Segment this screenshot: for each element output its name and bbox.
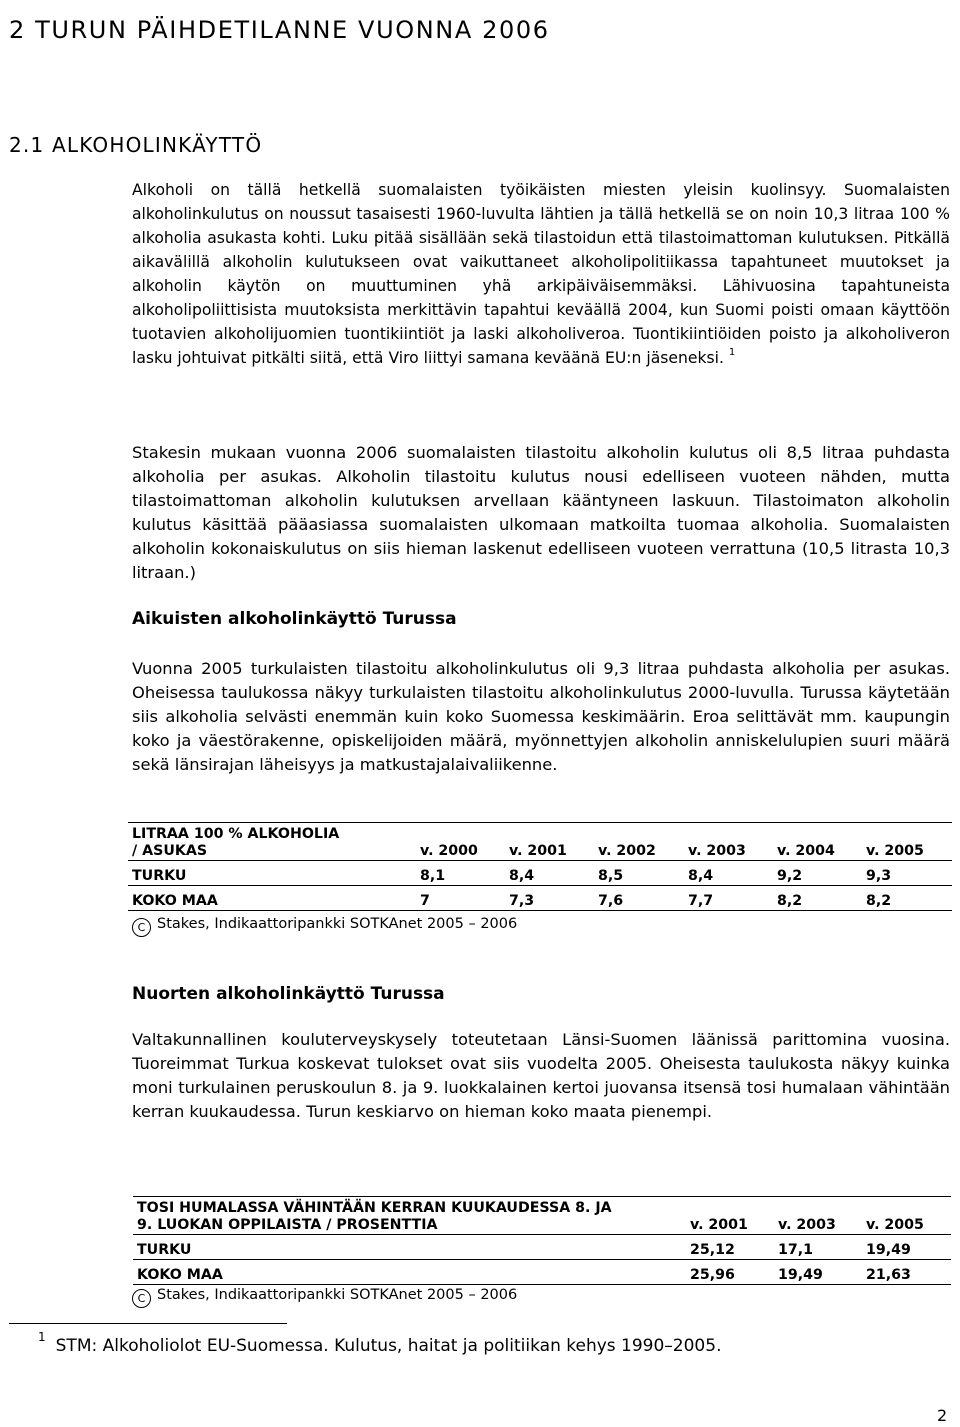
- footnote-number: 1: [38, 1330, 46, 1344]
- table2-source: [132, 1287, 517, 1308]
- intro-paragraph: [132, 178, 950, 373]
- youth-drinking-table: [133, 1196, 951, 1285]
- table-row: [133, 1260, 951, 1285]
- adult-consumption-table: [128, 822, 952, 911]
- chapter-heading: 2 TURUN PÄIHDETILANNE VUONNA 2006: [9, 16, 550, 44]
- year-cell: v. 2003: [774, 1197, 862, 1235]
- value-cell: 8,4: [684, 861, 773, 886]
- adults-paragraph: Vuonna 2005 turkulaisten tilastoitu alkoholinkulutus oli 9,3 litraa puhdasta alkoholia per asukas. Oheisessa taulukossa näkyy turkulaisten tilastoitu alkoholinkulutus 2000-luvulla. Turussa käytetään siis alkoholia selvästi enemmän kuin koko Suomessa keskimäärin. Eroa selittävät mm. kaupungin koko ja väestörakenne, opiskelijoiden määrä, myönnettyjen alkoholin anniskelulupien suuri määrä sekä länsirajan läheisyys ja matkustajalaivaliikenne.: [132, 659, 950, 774]
- value-cell: 19,49: [774, 1260, 862, 1285]
- youth-subheading: Nuorten alkoholinkäyttö Turussa: [132, 984, 445, 1004]
- year-cell: v. 2001: [686, 1197, 774, 1235]
- value-cell: 17,1: [774, 1235, 862, 1260]
- row-label: TURKU: [133, 1235, 686, 1260]
- year-cell: v. 2000: [416, 823, 505, 861]
- source-text: Stakes, Indikaattoripankki SOTKAnet 2005 – 2006: [157, 1287, 518, 1303]
- value-cell: 8,5: [594, 861, 684, 886]
- adults-subheading: Aikuisten alkoholinkäyttö Turussa: [132, 609, 457, 629]
- value-cell: 9,2: [773, 861, 862, 886]
- stakes-paragraph: Stakesin mukaan vuonna 2006 suomalaisten tilastoitu alkoholin kulutus oli 8,5 litraa puhdasta alkoholia per asukas. Alkoholin tilastoitu kulutus nousi edelliseen vuoteen nähden, mutta tilastoimattoman alkoholin kulutuksen arvellaan kääntyneen laskuun. Tilastoimaton alkoholin kulutus käsittää pääasiassa suomalaisten ulkomaan matkoilta tuomaa alkoholia. Suomalaisten alkoholin kokonaiskulutus on siis hieman laskenut edelliseen vuoteen verrattuna (10,5 litrasta 10,3 litraan.): [132, 443, 950, 582]
- table-row: [128, 886, 952, 911]
- footnote-divider: [9, 1323, 287, 1324]
- value-cell: 8,4: [505, 861, 594, 886]
- footnote-reference[interactable]: 1: [728, 347, 736, 358]
- year-cell: v. 2005: [862, 823, 952, 861]
- year-cell: v. 2005: [862, 1197, 951, 1235]
- row-label: KOKO MAA: [133, 1260, 686, 1285]
- row-label: TURKU: [128, 861, 416, 886]
- section-heading: 2.1 ALKOHOLINKÄYTTÖ: [9, 133, 263, 157]
- table-header-row: [128, 823, 952, 861]
- table-row: [128, 861, 952, 886]
- footnote: [38, 1330, 722, 1356]
- table-header-label: TOSI HUMALASSA VÄHINTÄÄN KERRAN KUUKAUDESSA 8. JA 9. LUOKAN OPPILAISTA / PROSENTTIA: [133, 1197, 686, 1235]
- value-cell: 7,6: [594, 886, 684, 911]
- source-text: Stakes, Indikaattoripankki SOTKAnet 2005 – 2006: [157, 916, 518, 932]
- value-cell: 8,2: [773, 886, 862, 911]
- table-header-row: [133, 1197, 951, 1235]
- year-cell: v. 2002: [594, 823, 684, 861]
- year-cell: v. 2001: [505, 823, 594, 861]
- value-cell: 8,1: [416, 861, 505, 886]
- table-header-label: LITRAA 100 % ALKOHOLIA / ASUKAS: [128, 823, 416, 861]
- value-cell: 9,3: [862, 861, 952, 886]
- footnote-text: STM: Alkoholiolot EU-Suomessa. Kulutus, haitat ja politiikan kehys 1990–2005.: [55, 1336, 722, 1356]
- copyright-icon: C: [132, 1289, 151, 1308]
- value-cell: 25,96: [686, 1260, 774, 1285]
- copyright-icon: C: [132, 918, 151, 937]
- value-cell: 7: [416, 886, 505, 911]
- row-label: KOKO MAA: [128, 886, 416, 911]
- value-cell: 19,49: [862, 1235, 951, 1260]
- value-cell: 8,2: [862, 886, 952, 911]
- value-cell: 7,7: [684, 886, 773, 911]
- intro-paragraph-text: Alkoholi on tällä hetkellä suomalaisten työikäisten miesten yleisin kuolinsyy. Suomalaisten alkoholinkulutus on noussut tasaisesti 1960-luvulta lähtien ja tällä hetkellä se on noin 10,3 litraa 100 % alkoholia asukasta kohti. Luku pitää sisällään sekä tilastoidun että tilastoimattoman kulutuksen. Pitkällä aikavälillä alkoholin kulutukseen ovat vaikuttaneet alkoholipolitiikassa tapahtuneet muutokset ja alkoholin käytön on muuttuminen yhä arkipäiväisemmäksi. Lähivuosina tapahtuneista alkoholipoliittisista muutoksista merkittävin tapahtui keväällä 2004, kun Suomi poisti omaan käyttöön tuotavien alkoholijuomien tuontikiintiöt ja laski alkoholiveroa. Tuontikiintiöiden poisto ja alkoholiveron lasku johtuivat pitkälti siitä, että Viro liittyi samana keväänä EU:n jäseneksi.: [132, 181, 950, 367]
- value-cell: 25,12: [686, 1235, 774, 1260]
- value-cell: 7,3: [505, 886, 594, 911]
- value-cell: 21,63: [862, 1260, 951, 1285]
- table-row: [133, 1235, 951, 1260]
- table1-source: [132, 916, 517, 937]
- year-cell: v. 2003: [684, 823, 773, 861]
- page-number: 2: [937, 1406, 948, 1425]
- youth-paragraph: Valtakunnallinen kouluterveyskysely toteutetaan Länsi-Suomen läänissä parittomina vuosina. Tuoreimmat Turkua koskevat tulokset ovat siis vuodelta 2005. Oheisesta taulukosta näkyy kuinka moni turkulainen peruskoulun 8. ja 9. luokkalainen kertoi juovansa itsensä tosi humalaan vähintään kerran kuukaudessa. Turun keskiarvo on hieman koko maata pienempi.: [132, 1030, 950, 1121]
- year-cell: v. 2004: [773, 823, 862, 861]
